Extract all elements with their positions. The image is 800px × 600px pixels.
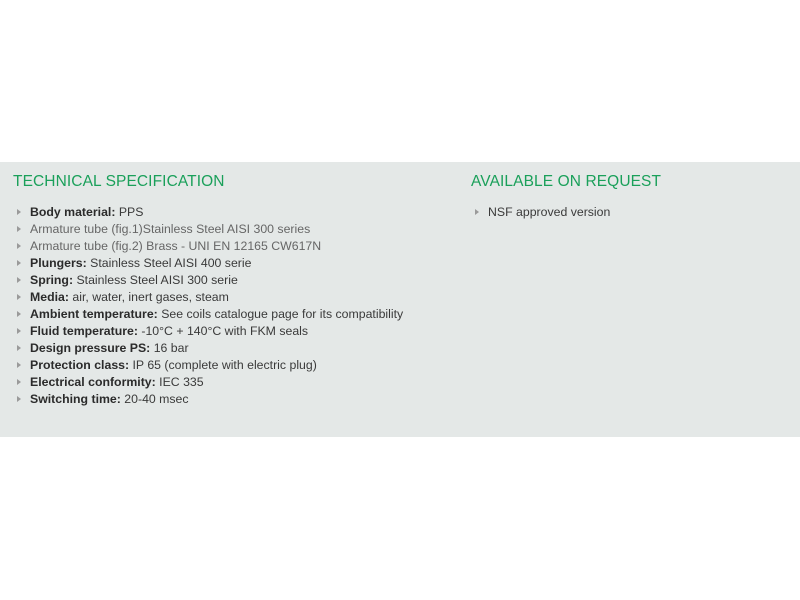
spec-item-body-material xyxy=(13,204,453,221)
triangle-right-icon xyxy=(17,260,21,266)
spec-item-electrical-conformity xyxy=(13,374,453,391)
spec-value: 16 bar xyxy=(150,341,189,355)
specification-panel xyxy=(0,162,800,437)
spec-label: Body material: xyxy=(30,205,116,219)
spec-value: Armature tube (fig.2) Brass - UNI EN 12165 CW617N xyxy=(30,239,322,253)
spec-label: Switching time: xyxy=(30,392,121,406)
spec-value: 20-40 msec xyxy=(120,392,189,406)
spec-label: Ambient temperature: xyxy=(30,307,158,321)
triangle-right-icon xyxy=(17,396,21,402)
triangle-right-icon xyxy=(17,379,21,385)
spec-value: IP 65 (complete with electric plug) xyxy=(129,358,317,372)
technical-specification-heading: TECHNICAL SPECIFICATION xyxy=(13,173,225,190)
triangle-right-icon xyxy=(17,362,21,368)
triangle-right-icon xyxy=(475,209,479,215)
spec-label: Electrical conformity: xyxy=(30,375,156,389)
spec-label: Fluid temperature: xyxy=(30,324,138,338)
request-item-value: NSF approved version xyxy=(488,205,611,219)
spec-item-switching-time xyxy=(13,391,453,408)
triangle-right-icon xyxy=(17,294,21,300)
triangle-right-icon xyxy=(17,345,21,351)
spec-item-design-pressure xyxy=(13,340,453,357)
triangle-right-icon xyxy=(17,328,21,334)
spec-item-armature-tube-fig1 xyxy=(13,221,453,238)
spec-item-armature-tube-fig2 xyxy=(13,238,453,255)
spec-label: Media: xyxy=(30,290,69,304)
available-on-request-heading: AVAILABLE ON REQUEST xyxy=(471,173,662,190)
spec-value: air, water, inert gases, steam xyxy=(68,290,229,304)
available-on-request-section xyxy=(471,172,791,221)
request-item-nsf-version xyxy=(471,204,791,221)
available-on-request-list xyxy=(471,204,791,221)
spec-item-spring xyxy=(13,272,453,289)
spec-label: Spring: xyxy=(30,273,74,287)
triangle-right-icon xyxy=(17,277,21,283)
technical-specification-section xyxy=(13,172,453,408)
spec-value: PPS xyxy=(115,205,144,219)
spec-item-plungers xyxy=(13,255,453,272)
spec-label: Protection class: xyxy=(30,358,130,372)
spec-value: Armature tube (fig.1)Stainless Steel AISI 300 series xyxy=(30,222,311,236)
triangle-right-icon xyxy=(17,209,21,215)
triangle-right-icon xyxy=(17,311,21,317)
triangle-right-icon xyxy=(17,226,21,232)
spec-value: -10°C + 140°C with FKM seals xyxy=(137,324,309,338)
spec-item-ambient-temperature xyxy=(13,306,453,323)
spec-value: IEC 335 xyxy=(155,375,204,389)
triangle-right-icon xyxy=(17,243,21,249)
spec-value: See coils catalogue page for its compatibility xyxy=(157,307,404,321)
spec-label: Plungers: xyxy=(30,256,87,270)
spec-item-fluid-temperature xyxy=(13,323,453,340)
technical-specification-list xyxy=(13,204,453,408)
spec-value: Stainless Steel AISI 300 serie xyxy=(73,273,238,287)
spec-value: Stainless Steel AISI 400 serie xyxy=(86,256,252,270)
spec-item-protection-class xyxy=(13,357,453,374)
spec-item-media xyxy=(13,289,453,306)
spec-label: Design pressure PS: xyxy=(30,341,151,355)
